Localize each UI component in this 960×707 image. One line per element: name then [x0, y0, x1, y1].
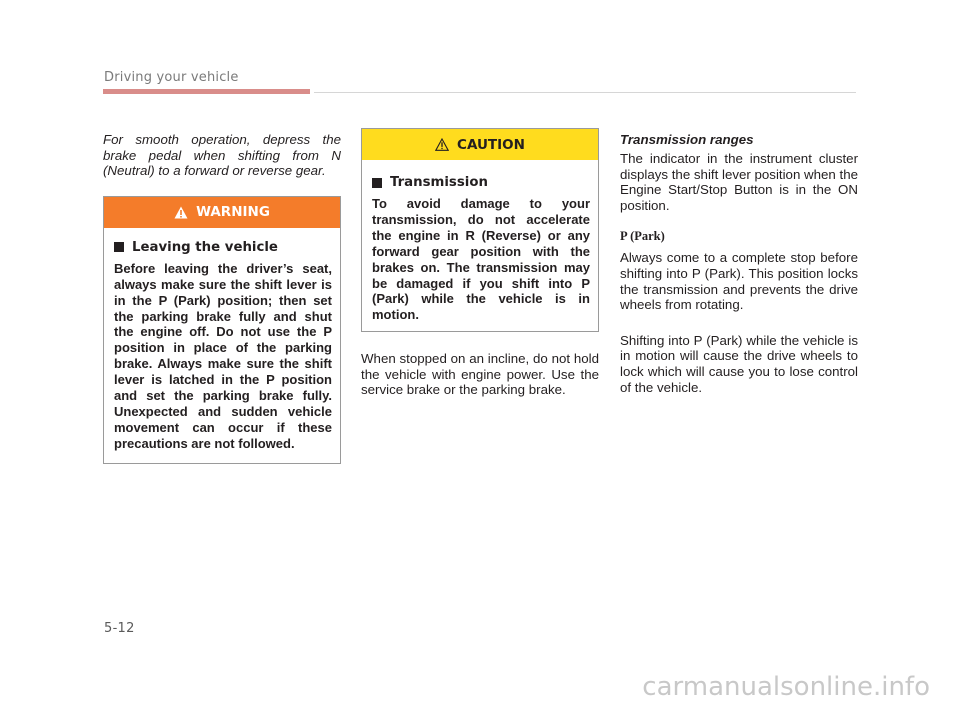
square-bullet-icon	[372, 178, 382, 188]
watermark: carmanualsonline.info	[642, 672, 930, 702]
park-paragraph-2: Shifting into P (Park) while the vehicle is in motion will cause the drive wheels to lock which will cause you to lose control of the vehicle.	[620, 332, 858, 395]
warning-header	[104, 197, 340, 228]
caution-subtitle	[372, 175, 590, 190]
header-accent-bar	[103, 89, 310, 94]
column-middle	[361, 128, 599, 398]
header-divider-line	[314, 92, 856, 93]
page-number: 5-12	[104, 621, 135, 636]
warning-subtitle	[114, 240, 332, 255]
park-paragraph-1: Always come to a complete stop before shifting into P (Park). This position locks the transmission and prevents the drive wheels from rotating.	[620, 250, 858, 313]
square-bullet-icon	[114, 242, 124, 252]
section-header-title: Driving your vehicle	[104, 70, 239, 85]
park-label: P (Park)	[620, 229, 665, 244]
incline-paragraph: When stopped on an incline, do not hold the vehicle with engine power. Use the service brake or the parking brake.	[361, 351, 599, 398]
warning-text: Before leaving the driver’s seat, always make sure the shift lever is in the P (Park) position; then set the parking brake fully and shut the engine off. Do not use the P position in place of the parking brake. Always make sure the shift lever is latched in the P position and set the parking brake fully. Unexpected and sudden vehicle movement can occur if these precautions are not followed.	[114, 260, 332, 451]
caution-box	[361, 128, 599, 332]
transmission-ranges-title: Transmission ranges	[620, 132, 754, 147]
warning-label: WARNING	[196, 204, 270, 221]
warning-triangle-icon	[174, 206, 188, 219]
column-right	[620, 128, 858, 395]
warning-subtitle-text: Leaving the vehicle	[132, 239, 278, 255]
caution-subtitle-text: Transmission	[390, 175, 488, 190]
warning-box	[103, 196, 341, 464]
column-left	[103, 128, 341, 464]
caution-triangle-icon	[435, 138, 449, 151]
warning-body	[104, 228, 340, 463]
indicator-paragraph: The indicator in the instrument cluster displays the shift lever position when the Engine Start/Stop Button is in the ON position.	[620, 151, 859, 213]
caution-text: To avoid damage to your transmission, do not accelerate the engine in R (Reverse) or any forward gear position with the brakes on. The transmission may be damaged if you shift into P (Park) while the vehicle is in motion.	[372, 196, 590, 323]
caution-body	[362, 160, 598, 331]
shift-note: For smooth operation, depress the brake pedal when shifting from N (Neutral) to a forward or reverse gear.	[103, 132, 341, 179]
caution-label: CAUTION	[457, 136, 525, 153]
caution-header	[362, 129, 598, 160]
